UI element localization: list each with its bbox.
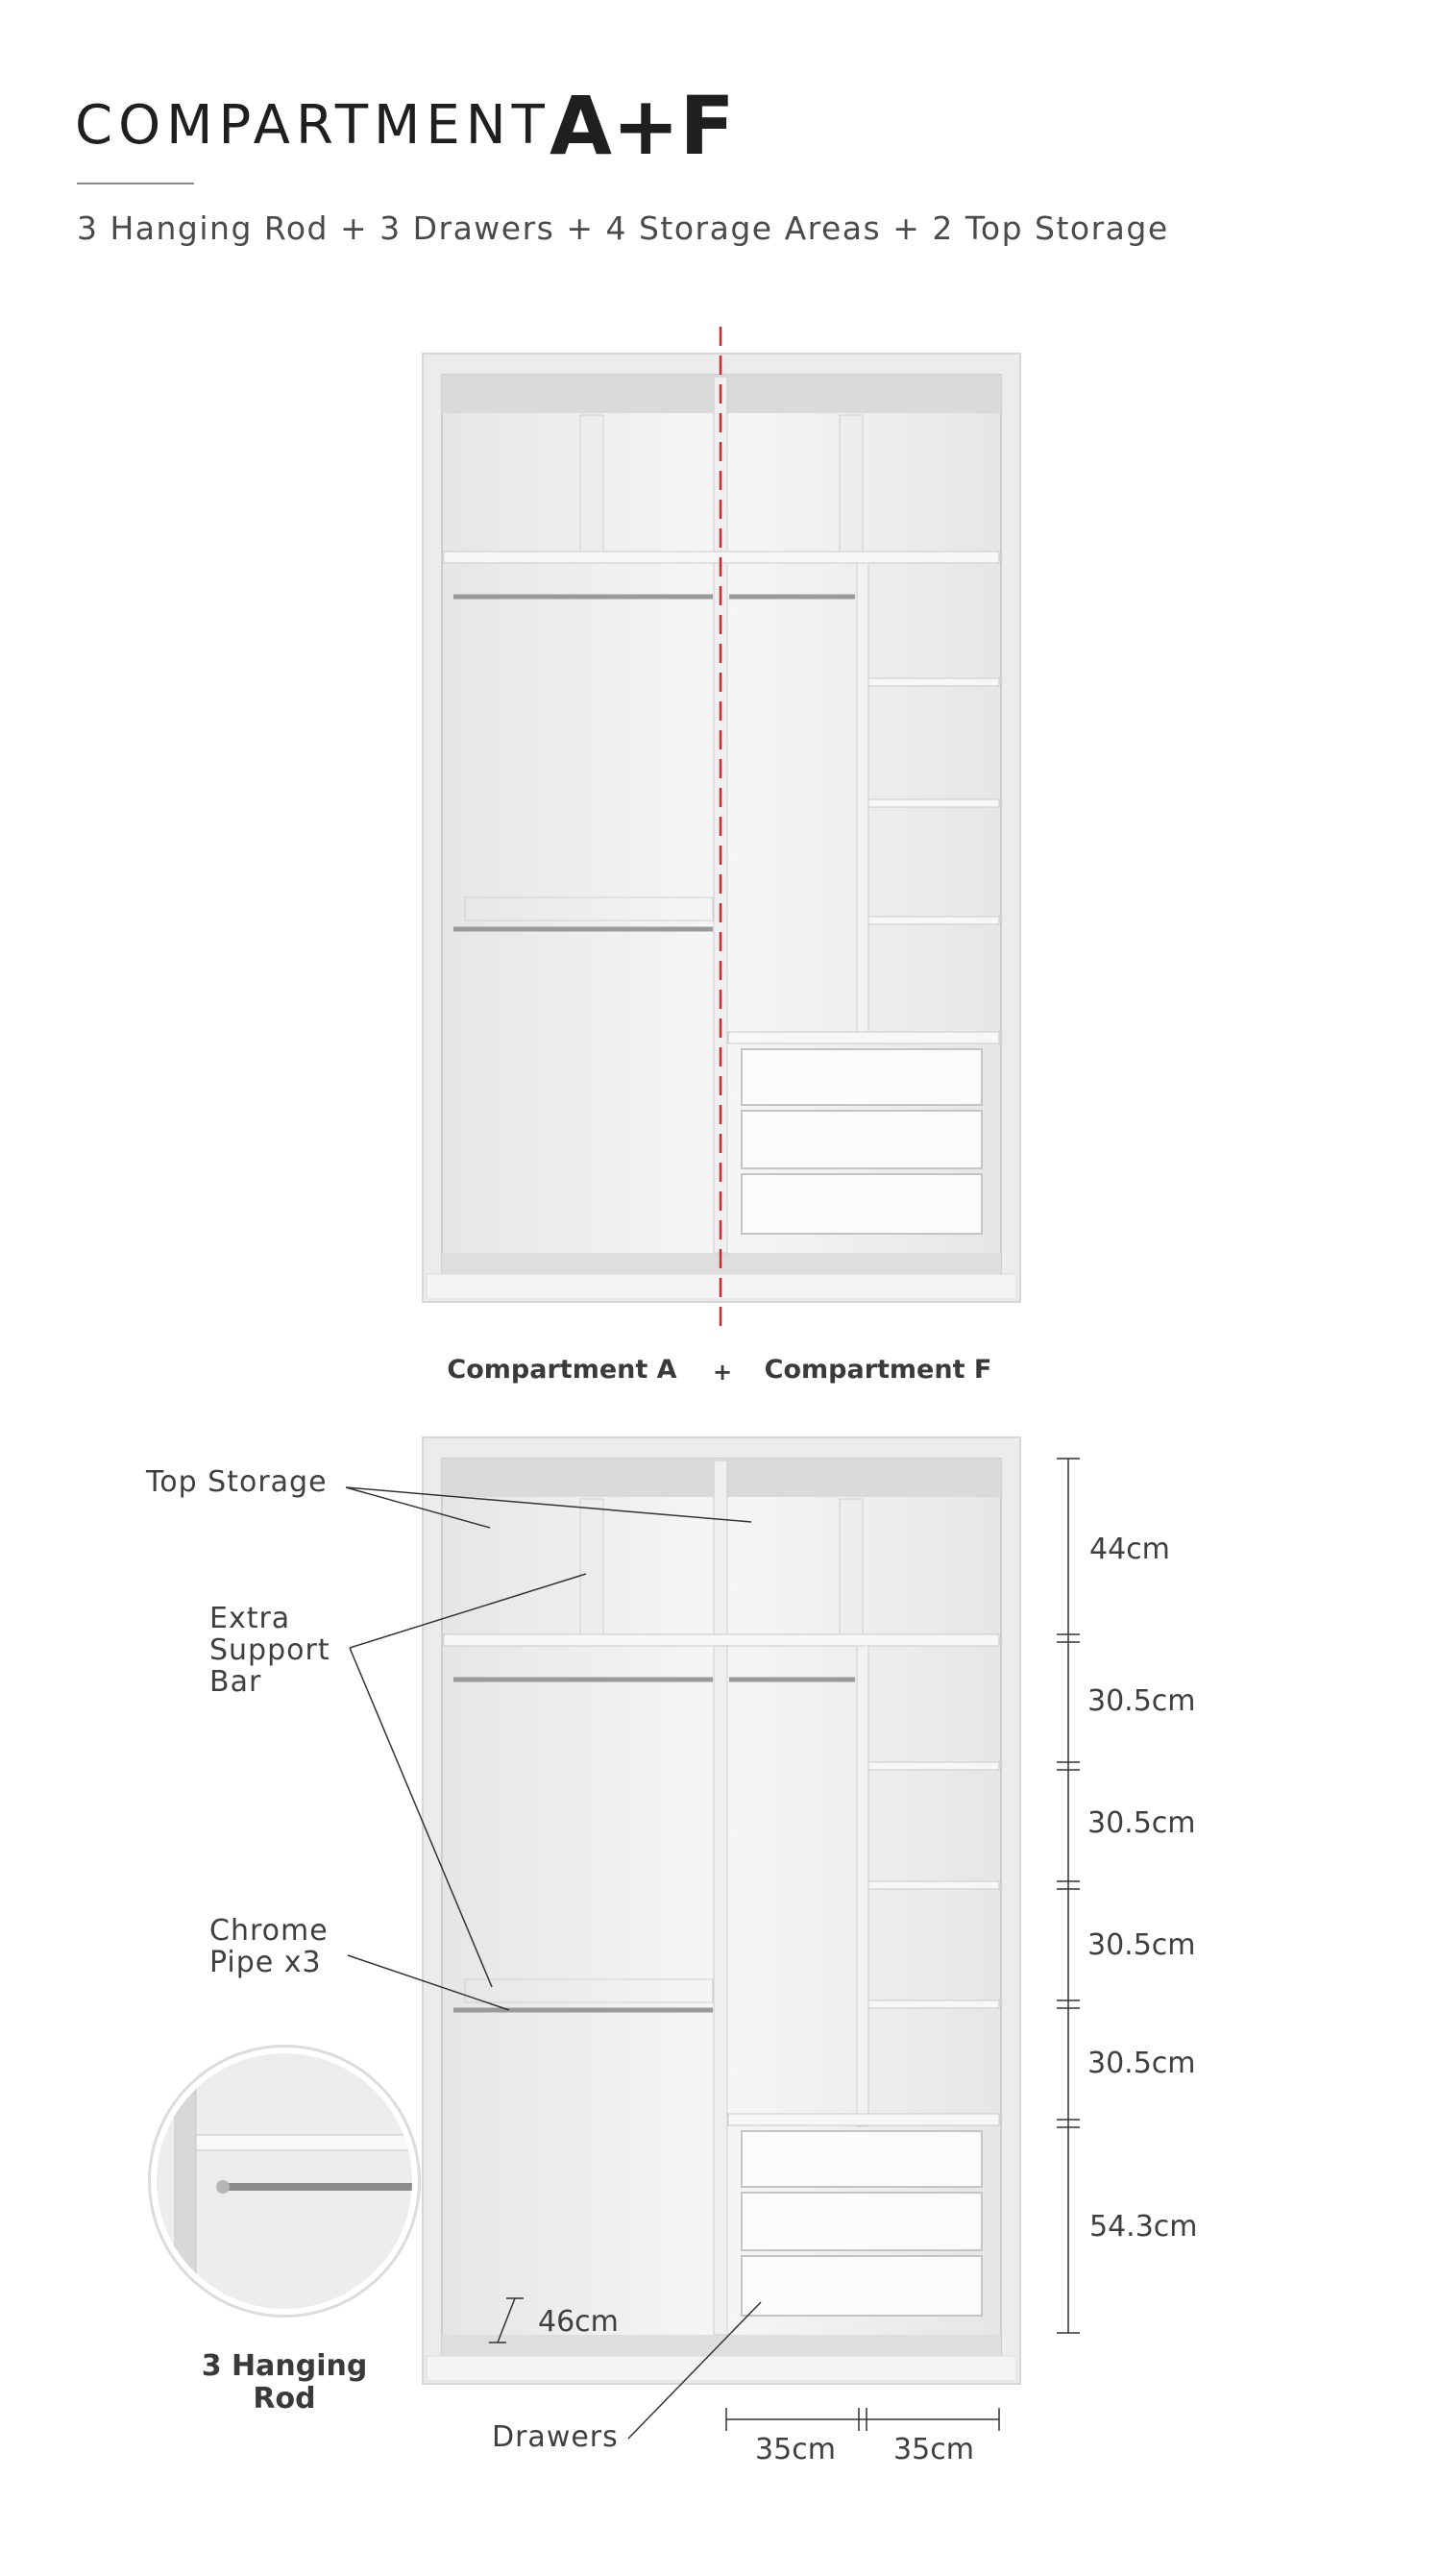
height-label-5: 30.5cm xyxy=(1087,2047,1196,2080)
drawer-3 xyxy=(742,1174,982,1234)
title-compartment: COMPARTMENT xyxy=(75,94,550,157)
drawer-3 xyxy=(742,2256,982,2316)
inset-label-line1: 3 Hanging xyxy=(201,2349,368,2383)
support-bar-right xyxy=(840,1499,863,1634)
drawer-1 xyxy=(742,1049,982,1105)
callout-extra-line2: Support xyxy=(209,1633,330,1667)
inset-shelf xyxy=(196,2135,436,2150)
width-dimension xyxy=(726,2408,999,2431)
shelf-2 xyxy=(868,1881,999,1889)
subtitle: 3 Hanging Rod + 3 Drawers + 4 Storage Areas + 2 Top Storage xyxy=(77,209,1169,247)
callout-depth: 46cm xyxy=(538,2305,619,2339)
callout-chrome-line1: Chrome xyxy=(209,1914,329,1948)
width-label-1: 35cm xyxy=(755,2433,836,2466)
support-bar-left xyxy=(580,415,603,552)
callout-extra-line1: Extra xyxy=(209,1602,291,1635)
drawer-shelf xyxy=(728,1032,999,1043)
height-dimension xyxy=(1057,1459,1080,2333)
width-label-2: 35cm xyxy=(893,2433,974,2466)
height-label-4: 30.5cm xyxy=(1087,1928,1196,1962)
callout-top-storage: Top Storage xyxy=(146,1465,328,1499)
label-compartment-a: Compartment A xyxy=(447,1355,677,1385)
callout-drawers: Drawers xyxy=(492,2420,619,2454)
wardrobe-top xyxy=(423,327,1020,1331)
shelf-3 xyxy=(868,2000,999,2008)
height-label-1: 44cm xyxy=(1089,1533,1170,1566)
center-divider xyxy=(714,1460,727,2335)
plinth xyxy=(442,2335,1001,2356)
base xyxy=(427,2356,1016,2381)
top-shelf xyxy=(444,1634,999,1646)
shelf-1 xyxy=(868,678,999,686)
height-label-2: 30.5cm xyxy=(1087,1684,1196,1718)
drawer-2 xyxy=(742,2193,982,2250)
shelf-1 xyxy=(868,1762,999,1770)
right-column-divider xyxy=(857,1646,868,2126)
support-bar-left xyxy=(580,1499,603,1634)
drawer-shelf xyxy=(728,2114,999,2125)
height-label-3: 30.5cm xyxy=(1087,1806,1196,1840)
title-code: A+F xyxy=(550,79,735,173)
label-plus: + xyxy=(712,1359,733,1386)
callout-chrome-line2: Pipe x3 xyxy=(209,1946,322,1979)
inset-rod-bracket xyxy=(216,2180,230,2194)
rod-closeup-inset xyxy=(144,2037,436,2325)
callout-extra-line3: Bar xyxy=(209,1665,262,1699)
shelf-2 xyxy=(868,799,999,807)
support-bar-right xyxy=(840,415,863,552)
wardrobe-bottom xyxy=(423,1437,1020,2384)
height-label-6: 54.3cm xyxy=(1089,2210,1198,2244)
right-column-divider xyxy=(857,563,868,1043)
label-compartment-f: Compartment F xyxy=(764,1355,992,1385)
drawer-2 xyxy=(742,1111,982,1168)
shelf-3 xyxy=(868,917,999,924)
inset-label-line2: Rod xyxy=(253,2382,316,2416)
drawer-1 xyxy=(742,2131,982,2187)
